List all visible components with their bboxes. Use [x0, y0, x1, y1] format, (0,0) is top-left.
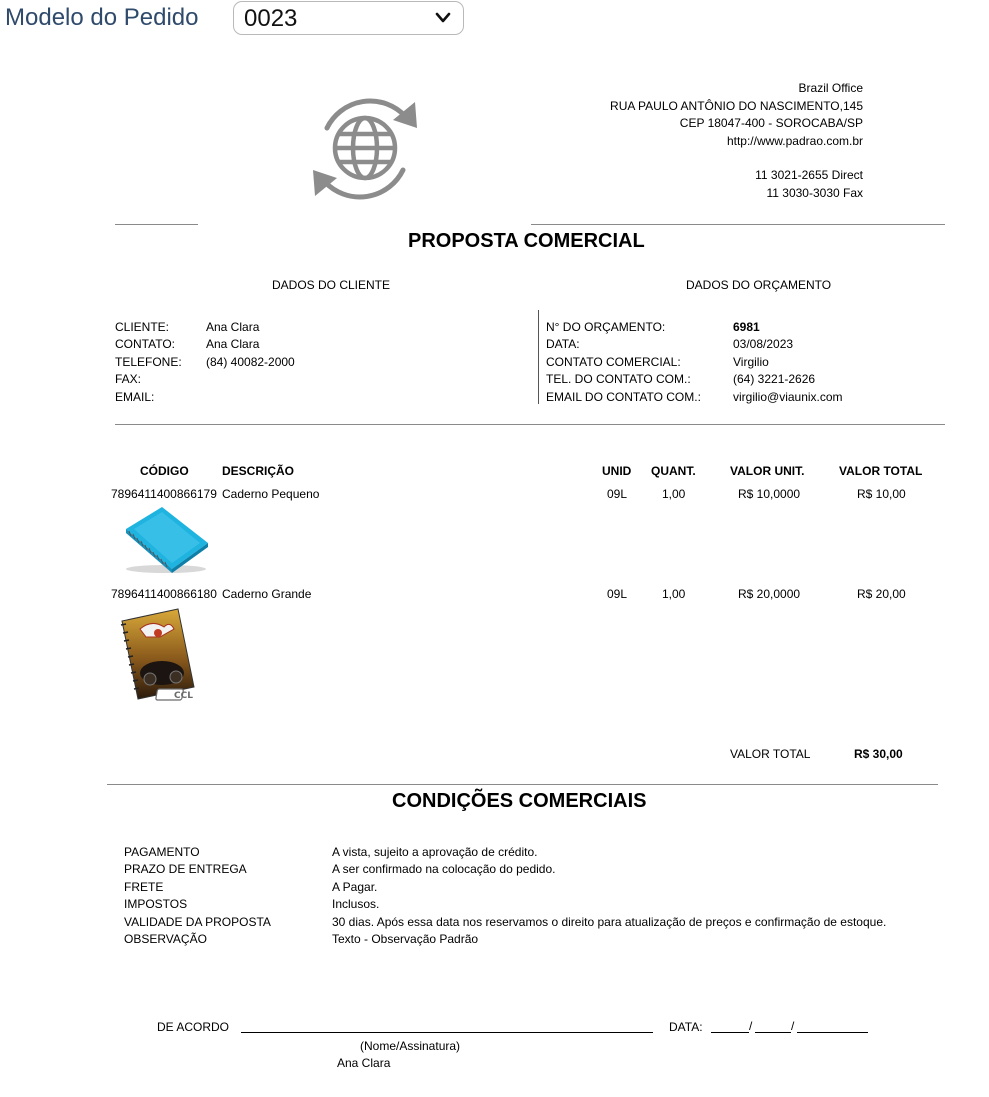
divider — [531, 224, 945, 225]
total-value: R$ 30,00 — [854, 747, 903, 761]
date-day-line — [711, 1032, 749, 1033]
condition-value: 30 dias. Após essa data nos reservamos o direito para atualização de preços e confirmação de estoque. — [332, 914, 887, 929]
item-code: 7896411400866179 — [111, 487, 217, 501]
date-month-line — [755, 1032, 791, 1033]
col-header-code: CÓDIGO — [140, 464, 189, 478]
quote-heading: DADOS DO ORÇAMENTO — [686, 278, 832, 292]
divider — [115, 424, 945, 425]
item-unit: 09L — [607, 487, 628, 501]
item-unit-value: R$ 20,0000 — [738, 587, 801, 601]
item-qty: 1,00 — [662, 487, 686, 501]
quote-values — [733, 319, 843, 406]
item-unit: 09L — [607, 587, 628, 601]
client-value — [206, 371, 295, 388]
item-desc: Caderno Grande — [222, 587, 312, 601]
client-value: Ana Clara — [206, 320, 260, 334]
office-site[interactable]: http://www.padrao.com.br — [726, 133, 863, 148]
condition-value: A Pagar. — [332, 879, 378, 894]
condition-label: VALIDADE DA PROPOSTA — [124, 914, 271, 929]
col-header-unit-value: VALOR UNIT. — [730, 464, 805, 478]
date-label: DATA: — [669, 1020, 703, 1034]
conditions-labels — [124, 844, 271, 948]
divider — [107, 784, 938, 785]
page-title: PROPOSTA COMERCIAL — [408, 230, 645, 252]
item-total-value: R$ 20,00 — [857, 587, 906, 601]
date-year-line — [797, 1032, 868, 1033]
date-slash: / — [791, 1019, 795, 1033]
condition-value: Texto - Observação Padrão — [332, 932, 479, 947]
client-labels — [115, 319, 182, 406]
client-value: Ana Clara — [206, 337, 260, 352]
item-qty: 1,00 — [662, 587, 686, 601]
office-city: CEP 18047-400 - SOROCABA/SP — [679, 116, 863, 130]
quote-label: DATA: — [546, 337, 580, 352]
vertical-divider — [538, 310, 539, 404]
model-label: Modelo do Pedido — [5, 4, 199, 31]
model-select-value: 0023 — [244, 5, 298, 32]
quote-value: 03/08/2023 — [733, 337, 794, 352]
conditions-values — [332, 844, 886, 948]
item-code: 7896411400866180 — [111, 587, 217, 601]
client-label: FAX: — [115, 372, 142, 387]
office-street: RUA PAULO ANTÔNIO DO NASCIMENTO,145 — [610, 98, 863, 113]
total-label: VALOR TOTAL — [730, 747, 811, 761]
office-name: Brazil Office — [798, 81, 863, 95]
ccl-badge-text: CCL — [174, 691, 193, 701]
quote-number: 6981 — [733, 320, 760, 334]
item-desc: Caderno Pequeno — [222, 487, 320, 501]
condition-value: Inclusos. — [332, 897, 380, 912]
client-label: CONTATO: — [115, 337, 175, 352]
item-total-value: R$ 10,00 — [857, 487, 906, 501]
quote-value[interactable]: virgilio@viaunix.com — [733, 389, 843, 404]
office-phone-direct: 11 3021-2655 Direct — [755, 168, 863, 182]
quote-value: (64) 3221-2626 — [733, 372, 816, 387]
quote-labels — [546, 319, 701, 406]
quote-value: Virgilio — [733, 354, 769, 369]
small-notebook-image — [116, 503, 212, 575]
signer-name: Ana Clara — [337, 1056, 391, 1070]
condition-value: A vista, sujeito a aprovação de crédito. — [332, 845, 538, 859]
client-label: EMAIL: — [115, 389, 155, 404]
model-select[interactable] — [233, 1, 464, 35]
client-label: CLIENTE: — [115, 320, 170, 334]
quote-label: TEL. DO CONTATO COM.: — [546, 372, 691, 387]
condition-label: PRAZO DE ENTREGA — [124, 862, 247, 877]
condition-label: PAGAMENTO — [124, 845, 200, 859]
condition-label: IMPOSTOS — [124, 897, 188, 912]
condition-value: A ser confirmado na colocação do pedido. — [332, 862, 556, 877]
office-phone-fax: 11 3030-3030 Fax — [766, 185, 863, 200]
client-values — [206, 319, 295, 406]
col-header-unit: UNID — [602, 464, 632, 478]
chevron-down-icon — [435, 12, 451, 24]
office-block — [610, 80, 863, 202]
quote-label: EMAIL DO CONTATO COM.: — [546, 389, 701, 404]
divider — [115, 224, 198, 225]
conditions-title: CONDIÇÕES COMERCIAIS — [392, 790, 647, 812]
client-heading: DADOS DO CLIENTE — [272, 278, 391, 292]
col-header-desc: DESCRIÇÃO — [222, 464, 295, 478]
condition-label: FRETE — [124, 879, 164, 894]
client-label: TELEFONE: — [115, 354, 182, 369]
signature-line — [241, 1032, 653, 1033]
sign-caption: (Nome/Assinatura) — [360, 1039, 461, 1053]
globe-refresh-logo-icon — [305, 88, 425, 210]
quote-label: CONTATO COMERCIAL: — [546, 354, 681, 369]
item-unit-value: R$ 10,0000 — [738, 487, 801, 501]
client-value: (84) 40082-2000 — [206, 354, 295, 369]
col-header-total-value: VALOR TOTAL — [839, 464, 923, 478]
date-slash: / — [749, 1019, 753, 1033]
condition-label: OBSERVAÇÃO — [124, 932, 207, 947]
quote-label: N° DO ORÇAMENTO: — [546, 320, 666, 334]
client-value — [206, 389, 295, 406]
col-header-qty: QUANT. — [651, 464, 696, 478]
agree-label: DE ACORDO — [157, 1020, 230, 1034]
large-notebook-image — [116, 607, 200, 703]
